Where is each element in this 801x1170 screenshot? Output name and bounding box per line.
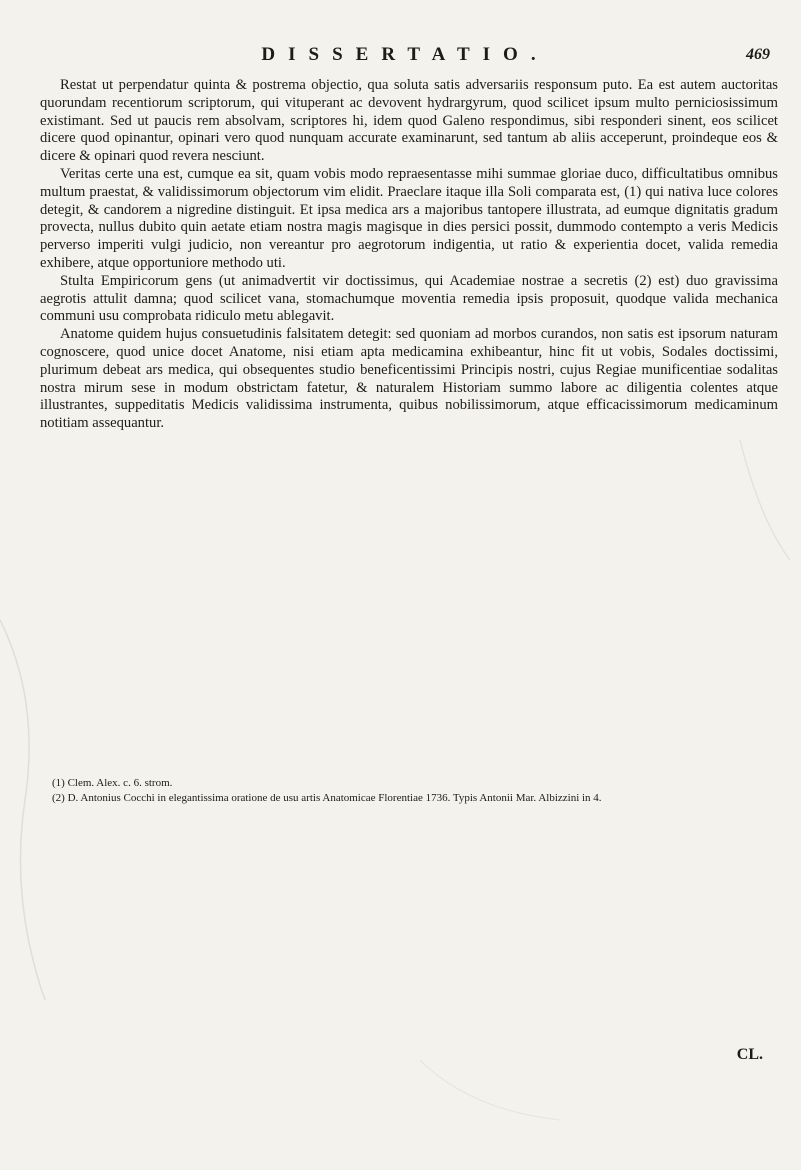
catchword: CL. <box>736 1046 763 1063</box>
footnote: (1) Clem. Alex. c. 6. strom. <box>52 777 173 789</box>
running-title: DISSERTATIO. <box>261 44 549 65</box>
paragraph: Stulta Empiricorum gens (ut animadvertit vir doctissimus, qui Academiae nostrae a secretis (2) est) duo gravissima aegrotis attulit damna; quod scilicet vana, stomachumque moventia remedia ipsis proposuit, quodque valida mechanica communi usu comprobata ridiculo metu ablegavit. <box>40 272 778 325</box>
paragraph: Anatome quidem hujus consuetudinis falsitatem detegit: sed quoniam ad morbos curandos, non satis est ipsorum naturam cognoscere, quod unice docet Anatome, nisi etiam apta medicamina exhibeantur, hinc fit ut vobis, Sodales doctissimi, plurimum debeat ars medica, qui obsequentes studio beneficentissimi Principis nostri, cujus Regiae munificentiae sodalitas nostra mirum sese in modum obstrictam fatetur, & naturalem Historiam summo labore ac diligentia colentes atque illustrantes, suppeditatis Medicis validissima instrumenta, quibus nobilissimorum, atque efficacissimorum medicaminum notitiam assequantur. <box>40 326 778 432</box>
paragraph: Veritas certe una est, cumque ea sit, quam vobis modo repraesentasse mihi summae gloriae duco, difficultatibus omnibus multum praestat, & validissimorum objectorum vim elidit. Praeclare itaque illa Soli comparata est, (1) qui nativa luce colores detegit, & candorem a nigredine distinguit. Et ipsa medica ars a majoribus tantopere illustrata, ad eumque dignitatis gradum provecta, nullus dubito quin aetate etiam nostra magis magisque in dies persici possit, dummodo contempto a veris Medicis perverso imperiti vulgi judicio, non vereantur pro aegrotorum indigentia, ut ratio & experientia docet, valida remedia exhibere, atque opportuniore methodo uti. <box>40 165 778 271</box>
footnote: (2) D. Antonius Cocchi in elegantissima oratione de usu artis Anatomicae Florentiae 1736. Typis Antonii Mar. Albizzini in 4. <box>52 791 602 804</box>
page-header <box>40 44 770 72</box>
page-number: 469 <box>746 46 770 63</box>
paragraph: Restat ut perpendatur quinta & postrema objectio, qua soluta satis adversariis responsum puto. Ea est autem auctoritas quorundam recentiorum scriptorum, qui vituperant ac devovent hydrargyrum, quod scilicet ipsum multo perniciosissimum existimant. Sed ut paucis rem absolvam, scriptores hi, idem quod Galeno respondimus, sibi responderi sinent, eos scilicet dicere quod opinantur, opinari vero quod nunquam accurate examinarunt, sed tantum ab aliis acceperunt, proindeque eos & dicere & opinari quod revera nesciunt. <box>40 77 778 165</box>
footnotes <box>40 776 770 805</box>
body-text <box>40 77 778 433</box>
